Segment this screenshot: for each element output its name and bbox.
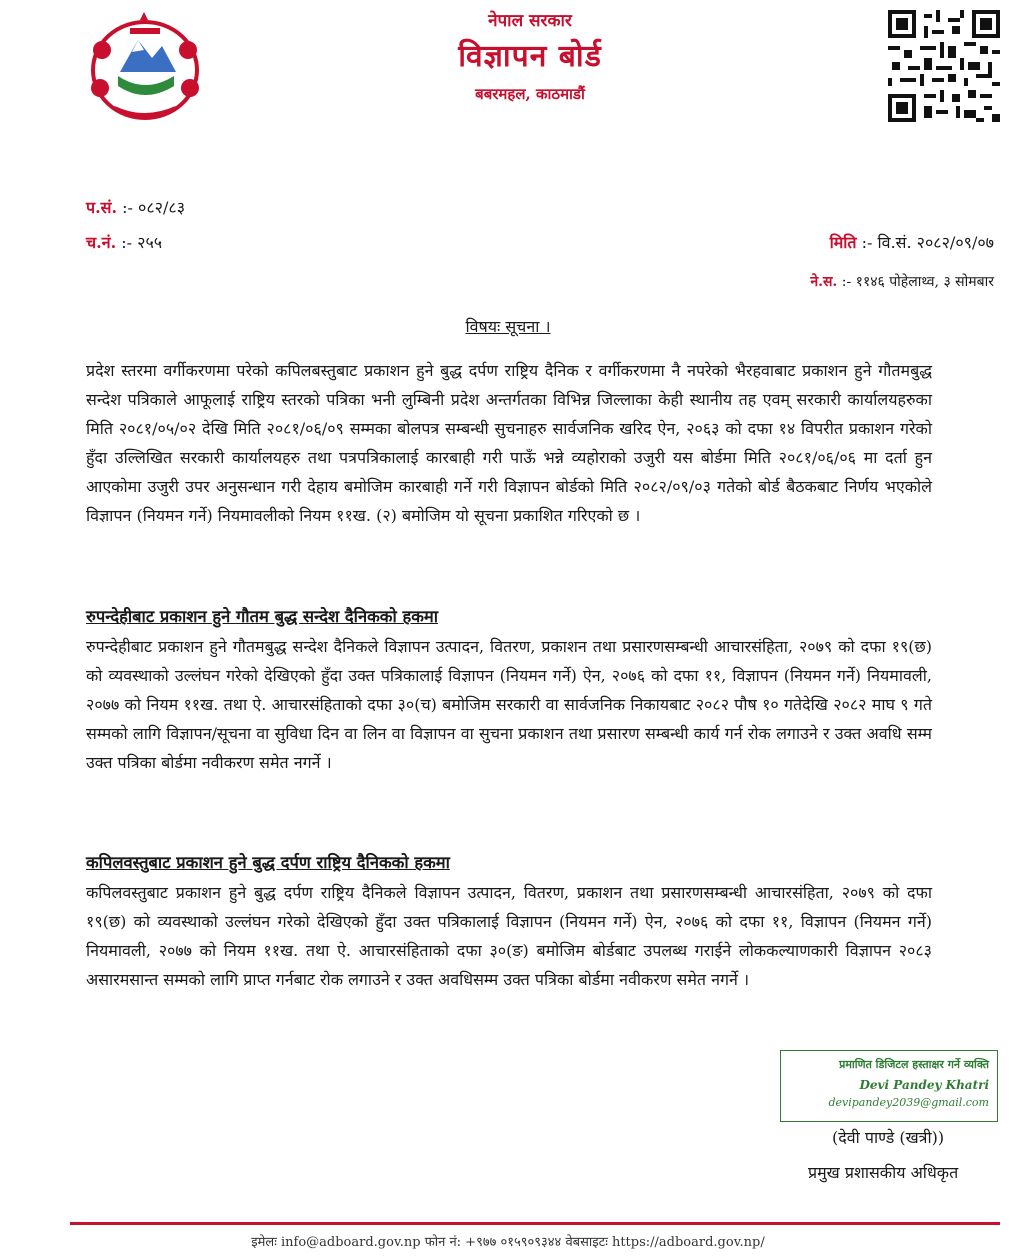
intro-paragraph: प्रदेश स्तरमा वर्गीकरणमा परेको कपिलबस्तुबाट प्रकाशन हुने बुद्ध दर्पण राष्ट्रिय दैनिक र वर्गीकरणमा नै नपरेको भैरहवाबाट प्रकाशन हुने गौतमबुद्ध सन्देश पत्रिकाले आफूलाई राष्ट्रिय स्तरको पत्रिका भनी लुम्बिनी प्रदेश अन्तर्गतका विभिन्न जिल्लाका केही स्थानीय तह एवम् सरकारी कार्यालयहरुका मिति २०८१/०५/०२ देखि मिति २०८१/०६/०९ सम्मका बोलपत्र सम्बन्धी सुचनाहरु सार्वजनिक खरिद ऐन, २०६३ को दफा १४ विपरीत प्रकाशन गरेको हुँदा उल्लिखित सरकारी कार्यालयहरु तथा पत्रपत्रिकालाई कारबाही गरी पाऊँ भन्ने व्यहोराको उजुरी यस बोर्डमा मिति २०८१/०६/०६ मा दर्ता हुन आएकोमा उजुरी उपर अनुसन्धान गरी देहाय बमोजिम कारबाही गर्ने गरी विज्ञापन बोर्डको मिति २०८२/०९/०३ गतेको बोर्ड बैठकबाट निर्णय भएकोले विज्ञापन (नियमन गर्ने) नियमावलीको नियम ११ख. (२) बमोजिम यो सूचना प्रकाशित गरिएको छ । [86, 361, 932, 525]
date-ns [810, 272, 994, 291]
footer-divider [70, 1222, 1000, 1225]
ns-label: ने.स. [810, 274, 838, 290]
subject-text: विषयः सूचना । [465, 317, 551, 336]
signer-name: Devi Pandey Khatri [859, 1078, 989, 1092]
ns-value: :- ११४६ पोहेलाथ्व, ३ सोमबार [841, 274, 994, 290]
qr-code-icon [888, 10, 1000, 122]
signatory-title: प्रमुख प्रशासकीय अधिकृत [808, 1163, 959, 1182]
nepal-emblem-icon [80, 10, 210, 128]
ref-cn-value: :- २५५ [121, 233, 163, 252]
ref-ps-value: :- ०८२/८३ [122, 198, 186, 217]
signatory-name: (देवी पाण्डे (खत्री)) [832, 1128, 945, 1147]
subject-line [0, 315, 1016, 337]
digital-signature-box [780, 1050, 998, 1122]
organization-name: विज्ञापन बोर्ड [458, 39, 602, 74]
section1-body: रुपन्देहीबाट प्रकाशन हुने गौतमबुद्ध सन्देश दैनिकले विज्ञापन उत्पादन, वितरण, प्रकाशन तथा प्रसारणसम्बन्धी आचारसंहिता, २०७९ को दफा १९(छ) को व्यवस्थाको उल्लंघन गरेको देखिएको हुँदा उक्त पत्रिकालाई विज्ञापन (नियमन गर्ने) ऐन, २०७६ को दफा ११, विज्ञापन (नियमन गर्ने) नियमावली, २०७७ को नियम ११ख. तथा ऐ. आचारसंहिताको दफा ३०(च) बमोजिम सरकारी वा सार्वजनिक निकायबाट २०८२ पौष १० गतेदेखि २०८२ माघ ९ गते सम्मको लागि विज्ञापन/सूचना वा सुविधा दिन वा लिन वा विज्ञापन वा सुचना प्रकाशन तथा प्रसारण सम्बन्धी कार्य गर्न रोक लगाउने र उक्त अवधि सम्म उक्त पत्रिका बोर्डमा नवीकरण समेत नगर्ने । [86, 637, 932, 772]
section2-body: कपिलवस्तुबाट प्रकाशन हुने बुद्ध दर्पण राष्ट्रिय दैनिकले विज्ञापन उत्पादन, वितरण, प्रकाशन तथा प्रसारणसम्बन्धी आचारसंहिता, २०७९ को दफा १९(छ) को व्यवस्थाको उल्लंघन गरेको देखिएको हुँदा उक्त पत्रिकालाई विज्ञापन (नियमन गर्ने) ऐन, २०७६ को दफा ११, विज्ञापन (नियमन गर्ने) नियमावली, २०७७ को नियम ११ख. तथा ऐ. आचारसंहिताको दफा ३०(ङ) बमोजिम बोर्डबाट उपलब्ध गराईने लोककल्याणकारी विज्ञापन २०८३ असारमसान्त सम्मको लागि प्राप्त गर्नबाट रोक लगाउने र उक्त अवधिसम्म उक्त पत्रिका बोर्डमा नवीकरण समेत नगर्ने । [86, 883, 932, 989]
dispatch-number [86, 231, 162, 253]
signer-email: devipandey2039@gmail.com [828, 1096, 989, 1109]
reference-number [86, 196, 185, 218]
signature-box-title: प्रमाणित डिजिटल हस्ताक्षर गर्ने व्यक्ति [839, 1058, 989, 1071]
government-name: नेपाल सरकार [488, 11, 572, 31]
date-bs [830, 231, 994, 253]
section1-heading: रुपन्देहीबाट प्रकाशन हुने गौतम बुद्ध सन्देश दैनिकको हकमा [86, 607, 439, 626]
organization-address: बबरमहल, काठमाडौं [475, 85, 585, 103]
ref-cn-label: च.नं. [86, 233, 117, 252]
date-label: मिति [829, 233, 857, 252]
footer-contact: इमेलः info@adboard.gov.np फोन नं: +९७७ ०१५९०९३४४ वेबसाइटः https://adboard.gov.np/ [251, 1235, 765, 1250]
date-value: :- वि.सं. २०८२/०९/०७ [861, 233, 994, 252]
section2-heading: कपिलवस्तुबाट प्रकाशन हुने बुद्ध दर्पण राष्ट्रिय दैनिकको हकमा [86, 853, 450, 872]
ref-ps-label: प.सं. [86, 198, 118, 217]
